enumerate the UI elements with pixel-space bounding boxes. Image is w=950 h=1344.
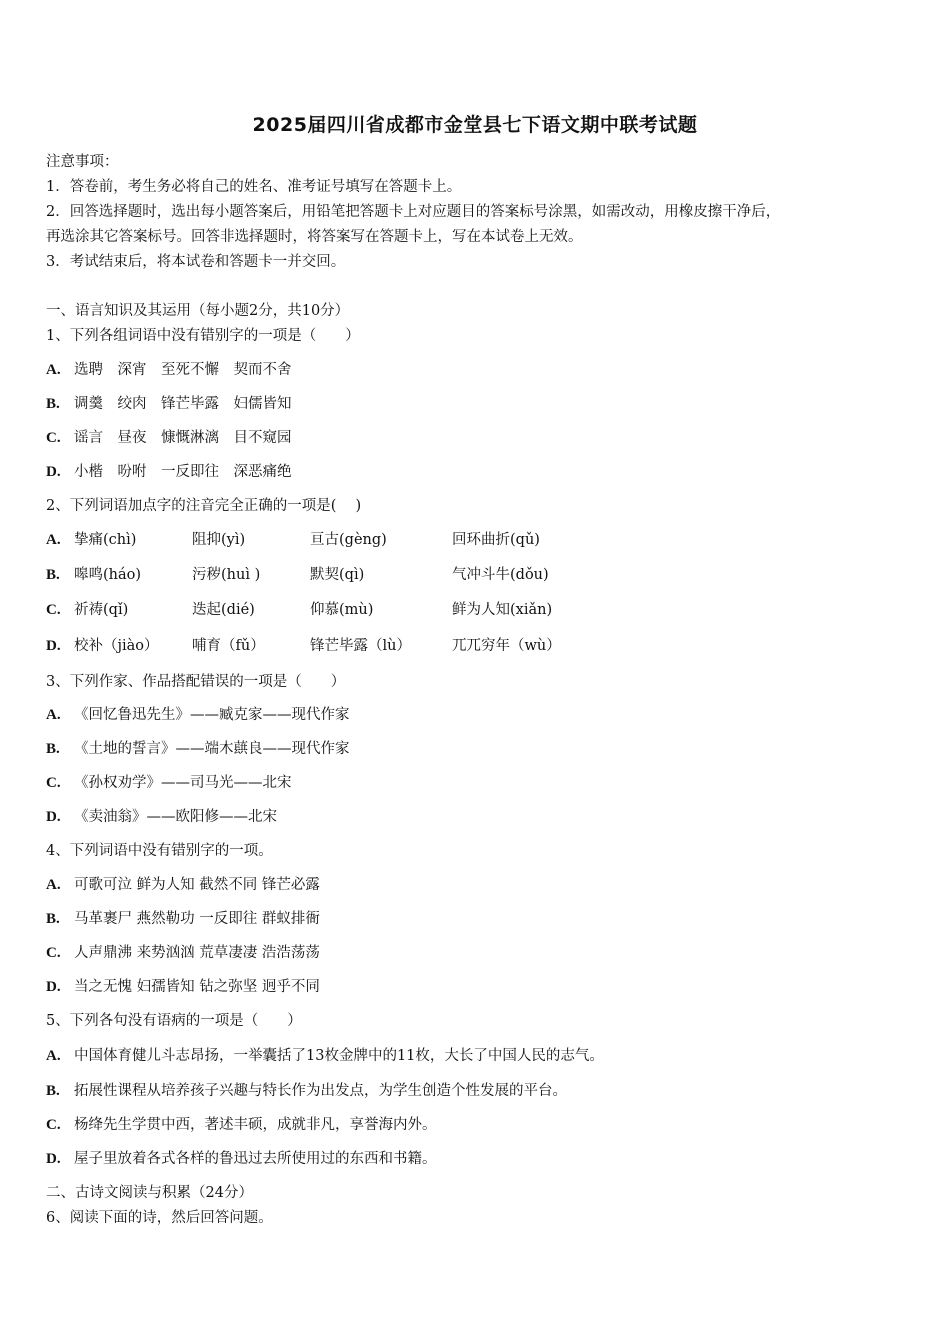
question-stem: 5、下列各句没有语病的一项是（ ）: [46, 1013, 302, 1029]
option-text: 杨绛先生学贯中西，著述丰硕，成就非凡，享誉海内外。: [74, 1117, 437, 1133]
option-letter: A.: [46, 362, 61, 378]
option-row: [46, 977, 320, 997]
section-heading: 二、古诗文阅读与积累（24分）: [46, 1185, 253, 1201]
option-letter: D.: [46, 979, 61, 995]
option-cell: 亘古(gèng): [310, 532, 387, 548]
option-row: [46, 705, 350, 725]
question-stem: 1、下列各组词语中没有错别字的一项是（ ）: [46, 328, 360, 344]
notice-item: 1．答卷前，考生务必将自己的姓名、准考证号填写在答题卡上。: [46, 179, 462, 195]
question-stem: 4、下列词语中没有错别字的一项。: [46, 843, 273, 859]
option-letter: D.: [46, 809, 61, 825]
option-text: 拓展性课程从培养孩子兴趣与特长作为出发点，为学生创造个性发展的平台。: [74, 1083, 567, 1099]
option-cell: 阻抑(yì): [192, 532, 246, 548]
option-cell: 回环曲折(qǔ): [452, 532, 540, 548]
option-cell: 迭起(dié): [192, 602, 255, 618]
option-letter: B.: [46, 396, 60, 412]
option-cell: 污秽(huì ): [192, 567, 261, 583]
option-cell: 锋芒毕露（lù）: [310, 638, 411, 654]
option-row: [46, 875, 320, 895]
option-row: [46, 462, 292, 482]
option-letter: C.: [46, 602, 61, 618]
option-letter: C.: [46, 775, 61, 791]
option-row: [46, 807, 277, 827]
option-cell: 校补（jiào）: [74, 638, 159, 654]
option-letter: A.: [46, 532, 61, 548]
option-text: 中国体育健儿斗志昂扬，一举囊括了13枚金牌中的11枚，大长了中国人民的志气。: [74, 1048, 604, 1064]
option-row: [46, 1115, 437, 1135]
option-text: 谣言 昼夜 慷慨淋漓 目不窥园: [74, 430, 292, 446]
option-letter: C.: [46, 945, 61, 961]
option-row: [46, 773, 292, 793]
option-cell: 鲜为人知(xiǎn): [452, 602, 553, 618]
question-stem: 3、下列作家、作品搭配错误的一项是（ ）: [46, 674, 346, 690]
option-text: 可歌可泣 鲜为人知 截然不同 锋芒必露: [74, 877, 320, 893]
option-row: [46, 1046, 604, 1066]
option-cell: 挚痛(chì): [74, 532, 137, 548]
option-text: 当之无愧 妇孺皆知 钻之弥坚 迥乎不同: [74, 979, 320, 995]
question-stem: 6、阅读下面的诗，然后回答问题。: [46, 1210, 273, 1226]
option-letter: C.: [46, 1117, 61, 1133]
option-row: [46, 1081, 567, 1101]
option-text: 马革裹尸 燕然勒功 一反即往 群蚁排衙: [74, 911, 320, 927]
option-text: 人声鼎沸 来势汹汹 荒草凄凄 浩浩荡荡: [74, 945, 320, 961]
option-letter: D.: [46, 464, 61, 480]
option-row: [46, 428, 292, 448]
option-row: [46, 360, 292, 380]
notice-item: 2．回答选择题时，选出每小题答案后，用铅笔把答题卡上对应题目的答案标号涂黑，如需改动，用橡皮擦干净后，: [46, 204, 781, 220]
question-stem: 2、下列词语加点字的注音完全正确的一项是( ): [46, 498, 362, 514]
option-text: 调羹 绞肉 锋芒毕露 妇儒皆知: [74, 396, 292, 412]
option-letter: B.: [46, 567, 60, 583]
option-text: 选聘 深宵 至死不懈 契而不舍: [74, 362, 292, 378]
option-letter: C.: [46, 430, 61, 446]
option-row: [46, 739, 350, 759]
option-letter: A.: [46, 877, 61, 893]
page-title: 2025届四川省成都市金堂县七下语文期中联考试题: [252, 114, 698, 136]
option-letter: B.: [46, 911, 60, 927]
option-text: 小楷 吩咐 一反即往 深恶痛绝: [74, 464, 292, 480]
option-row: [46, 909, 320, 929]
option-text: 屋子里放着各式各样的鲁迅过去所使用过的东西和书籍。: [74, 1151, 437, 1167]
option-cell: 仰慕(mù): [310, 602, 374, 618]
option-letter: B.: [46, 1083, 60, 1099]
option-letter: A.: [46, 707, 61, 723]
notice-item: 3．考试结束后，将本试卷和答题卡一并交回。: [46, 254, 346, 270]
notice-heading: 注意事项：: [46, 154, 119, 170]
option-letter: D.: [46, 1151, 61, 1167]
option-letter: B.: [46, 741, 60, 757]
option-text: 《回忆鲁迅先生》——臧克家——现代作家: [74, 707, 350, 723]
section-heading: 一、语言知识及其运用（每小题2分，共10分）: [46, 303, 350, 319]
option-text: 《卖油翁》——欧阳修——北宋: [74, 809, 277, 825]
option-cell: 默契(qì): [310, 567, 365, 583]
option-cell: 哺育（fǔ）: [192, 638, 265, 654]
option-cell: 祈祷(qǐ): [74, 602, 129, 618]
notice-item: 再选涂其它答案标号。回答非选择题时，将答案写在答题卡上，写在本试卷上无效。: [46, 229, 583, 245]
option-cell: 嗥鸣(háo): [74, 567, 142, 583]
option-text: 《孙权劝学》——司马光——北宋: [74, 775, 292, 791]
option-text: 《土地的誓言》——端木蕻良——现代作家: [74, 741, 350, 757]
option-cell: 兀兀穷年（wù）: [452, 638, 561, 654]
option-row: [46, 394, 292, 414]
option-letter: A.: [46, 1048, 61, 1064]
option-row: [46, 1149, 437, 1169]
option-cell: 气冲斗牛(dǒu): [452, 567, 549, 583]
option-row: [46, 943, 320, 963]
option-letter: D.: [46, 638, 61, 654]
